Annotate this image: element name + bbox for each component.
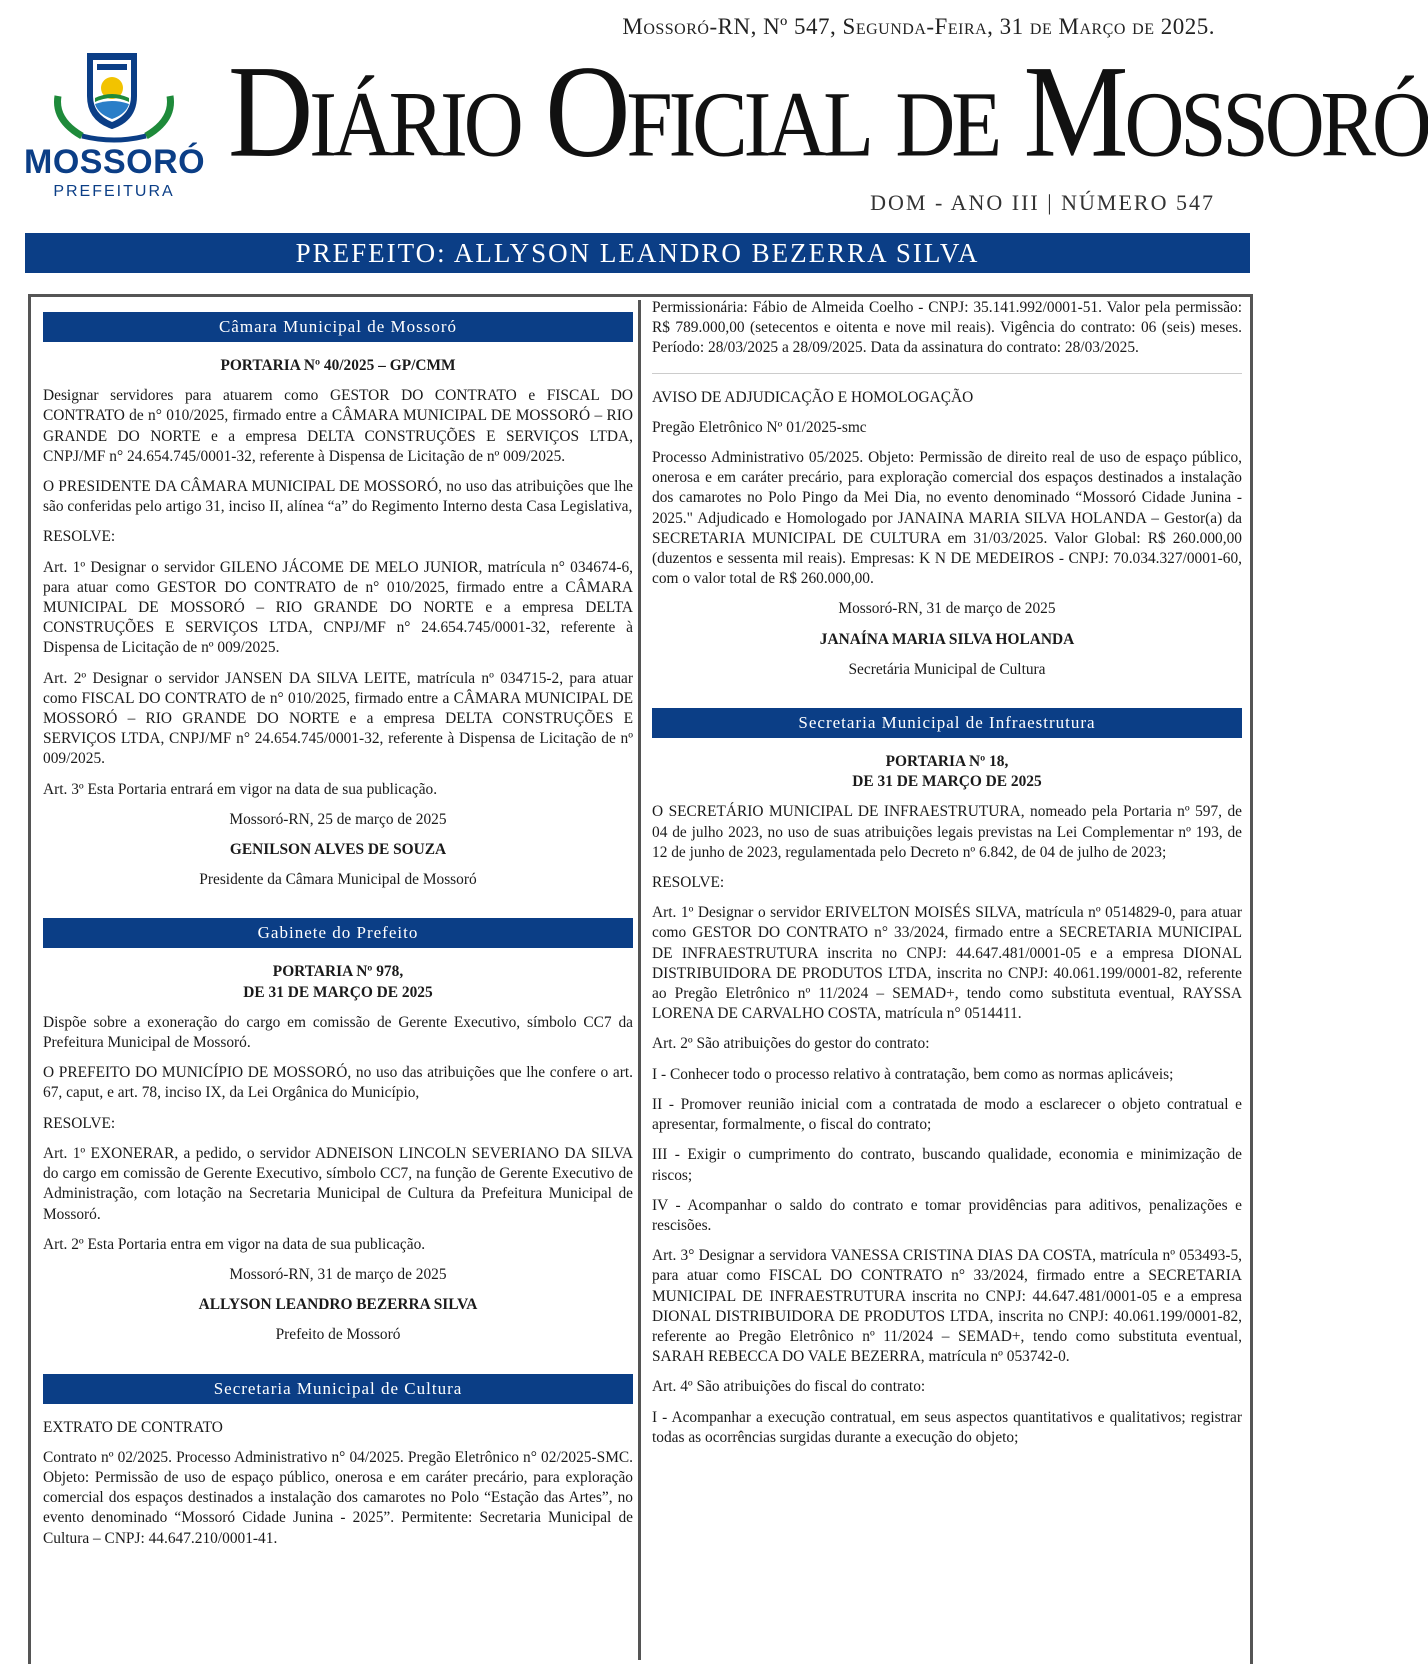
edition-line: DOM - ANO III | NÚMERO 547	[870, 190, 1215, 215]
mayor-banner: PREFEITO: ALLYSON LEANDRO BEZERRA SILVA	[25, 233, 1250, 273]
paragraph: O SECRETÁRIO MUNICIPAL DE INFRAESTRUTURA, nomeado pela Portaria nº 597, de 04 de julho 2023, no uso de suas atribuições legais previstas na Lei Complementar nº 193, de 12 de junho de 2023, regulamentada pelo Decreto nº 6.842, de 04 de julho de 2023;	[652, 803, 1242, 861]
signer-name: GENILSON ALVES DE SOUZA	[229, 841, 447, 859]
signer-name: JANAÍNA MARIA SILVA HOLANDA	[819, 630, 1075, 648]
resolve-label: RESOLVE:	[652, 874, 725, 892]
signer-role: Secretária Municipal de Cultura	[848, 660, 1046, 678]
article: Art. 1º EXONERAR, a pedido, o servidor ADNEISON LINCOLN SEVERIANO DA SILVA do cargo em comissão de Gerente Executivo, símbolo CC7, na função de Gerente Executivo de Administração, com lotação na Secretaria Municipal de Cultura da Prefeitura Municipal de Mossoró.	[43, 1144, 633, 1223]
left-column	[43, 312, 633, 1559]
portaria-title: PORTARIA Nº 978,	[272, 963, 404, 981]
article: Art. 3º Esta Portaria entrará em vigor na data de sua publicação.	[43, 780, 438, 798]
paragraph: O PRESIDENTE DA CÂMARA MUNICIPAL DE MOSSORÓ, no uso das atribuições que lhe são conferidas pelo artigo 31, inciso II, alínea “a” do Regimento Interno desta Casa Legislativa,	[43, 478, 633, 516]
list-item: IV - Acompanhar o saldo do contrato e tomar providências para aditivos, penalizações e rescisões.	[652, 1196, 1242, 1234]
dateline: Mossoró-RN, Nº 547, Segunda-Feira, 31 de Março de 2025.	[622, 14, 1215, 39]
list-item: III - Exigir o cumprimento do contrato, buscando qualidade, economia e minimização de riscos;	[652, 1146, 1242, 1184]
list-item: II - Promover reunião inicial com a contratada de modo a esclarecer o objeto contratual e apresentar, formalmente, o fiscal do contrato;	[652, 1095, 1242, 1134]
aviso-label: AVISO DE ADJUDICAÇÃO E HOMOLOGAÇÃO	[652, 388, 974, 406]
divider	[652, 373, 1242, 374]
place-date: Mossoró-RN, 31 de março de 2025	[229, 1265, 447, 1283]
prefeitura-logo	[24, 45, 204, 205]
article: Art. 4º São atribuições do fiscal do contrato:	[652, 1378, 926, 1396]
place-date: Mossoró-RN, 25 de março de 2025	[229, 810, 447, 828]
article: Art. 3° Designar a servidora VANESSA CRISTINA DIAS DA COSTA, matrícula nº 053493-5, para atuar como FISCAL DO CONTRATO n° 33/2024, firmado entre a SECRETARIA MUNICIPAL DE INFRAESTRUTURA inscrita no CNPJ: 44.647.481/0001-05 e a empresa DIONAL DISTRIBUIDORA DE PRODUTOS LTDA, inscrita no CNPJ: 40.061.199/0001-82, referente ao Pregão Eletrônico nº 11/2024 – SEMAD+, tendo como substituta eventual, SARAH REBECCA DO VALE BEZERRA, matrícula nº 053742-0.	[652, 1247, 1242, 1366]
portaria-date: DE 31 DE MARÇO DE 2025	[852, 773, 1042, 791]
portaria-title: PORTARIA Nº 18,	[885, 753, 1009, 771]
article: Art. 2º Designar o servidor JANSEN DA SILVA LEITE, matrícula nº 034715-2, para atuar como FISCAL DO CONTRATO de n° 010/2025, firmado entre a CÂMARA MUNICIPAL DE MOSSORÓ – RIO GRANDE DO NORTE e a empresa DELTA CONSTRUÇÕES E SERVIÇOS LTDA, CNPJ/MF n° 24.654.745/0001-32, referente à Dispensa de Licitação de nº 009/2025.	[43, 669, 633, 768]
section-header-gabinete: Gabinete do Prefeito	[43, 918, 633, 948]
article: Art. 1º Designar o servidor GILENO JÁCOME DE MELO JUNIOR, matrícula n° 034674-6, para atuar como GESTOR DO CONTRATO de n° 010/2025, firmado entre a CÂMARA MUNICIPAL DE MOSSORÓ – RIO GRANDE DO NORTE e a empresa DELTA CONSTRUÇÕES E SERVIÇOS LTDA, CNPJ/MF n° 24.654.745/0001-32, referente à Dispensa de Licitação de nº 009/2025.	[43, 558, 633, 657]
paragraph: Dispõe sobre a exoneração do cargo em comissão de Gerente Executivo, símbolo CC7 da Prefeitura Municipal de Mossoró.	[43, 1013, 633, 1052]
logo-subtitle: PREFEITURA	[53, 183, 175, 200]
paragraph: Designar servidores para atuarem como GESTOR DO CONTRATO e FISCAL DO CONTRATO de n° 010/2025, firmado entre a CÂMARA MUNICIPAL DE MOSSORÓ – RIO GRANDE DO NORTE e a empresa DELTA CONSTRUÇÕES E SERVIÇOS LTDA, CNPJ/MF n° 24.654.745/0001-32, referente à Dispensa de Licitação de nº 009/2025.	[43, 387, 633, 465]
resolve-label: RESOLVE:	[43, 528, 116, 546]
extrato-label: EXTRATO DE CONTRATO	[43, 1418, 223, 1436]
logo-name: MOSSORÓ	[24, 143, 206, 181]
list-item: I - Acompanhar a execução contratual, em seus aspectos quantitativos e qualitativos; registrar todas as ocorrências surgidas durante a execução do objeto;	[652, 1408, 1242, 1446]
pregao-label: Pregão Eletrônico Nº 01/2025-smc	[652, 418, 867, 436]
article: Art. 2º Esta Portaria entra em vigor na data de sua publicação.	[43, 1235, 426, 1253]
column-divider	[638, 300, 641, 1660]
article: Art. 1º Designar o servidor ERIVELTON MOISÉS SILVA, matrícula nº 0514829-0, para atuar como GESTOR DO CONTRATO n° 33/2024, firmado entre a SECRETARIA MUNICIPAL DE INFRAESTRUTURA inscrita no CNPJ: 44.647.481/0001-05 e a empresa DIONAL DISTRIBUIDORA DE PRODUTOS LTDA, inscrita no CNPJ: 40.061.199/0001-82, referente ao Pregão Eletrônico nº 11/2024 – SEMAD+, tendo como substituta eventual, RAYSSA LORENA DE CARVALHO COSTA, matrícula n° 0514411.	[652, 904, 1242, 1023]
list-item: I - Conhecer todo o processo relativo à contratação, bem como as normas aplicáveis;	[652, 1065, 1174, 1083]
portaria-date: DE 31 DE MARÇO DE 2025	[243, 983, 433, 1001]
masthead-title: Diário Oficial de Mossoró	[228, 38, 1428, 185]
paragraph: Permissionária: Fábio de Almeida Coelho - CNPJ: 35.141.992/0001-51. Valor pela permissão: R$ 789.000,00 (setecentos e oitenta e nove mil reais). Vigência do contrato: 06 (seis) meses. Período: 28/03/2025 a 28/09/2025. Data da assinatura do contrato: 28/03/2025.	[652, 299, 1242, 357]
signer-role: Prefeito de Mossoró	[275, 1326, 401, 1344]
resolve-label: RESOLVE:	[43, 1114, 116, 1132]
signer-name: ALLYSON LEANDRO BEZERRA SILVA	[198, 1296, 478, 1314]
paragraph: O PREFEITO DO MUNICÍPIO DE MOSSORÓ, no uso das atribuições que lhe confere o art. 67, caput, e art. 78, inciso IX, da Lei Orgânica do Município,	[43, 1064, 633, 1102]
paragraph: Processo Administrativo 05/2025. Objeto: Permissão de direito real de uso de espaço público, onerosa e em caráter precário, para exploração comercial dos espaços destinados a instalação dos camarotes no Polo Pingo da Mei Dia, no evento denominado “Mossoró Cidade Junina - 2025." Adjudicado e Homologado por JANAINA MARIA SILVA HOLANDA – Gestor(a) da SECRETARIA MUNICIPAL DE CULTURA em 31/03/2025. Valor Global: R$ 260.000,00 (duzentos e sessenta mil reais). Empresas: K N DE MEDEIROS - CNPJ: 70.034.327/0001-60, com o valor total de R$ 260.000,00.	[652, 449, 1242, 588]
section-header-camara: Câmara Municipal de Mossoró	[43, 312, 633, 342]
section-header-cultura: Secretaria Municipal de Cultura	[43, 1374, 633, 1404]
signer-role: Presidente da Câmara Municipal de Mossoró	[199, 871, 477, 889]
laurel-icon	[52, 90, 176, 140]
article: Art. 2º São atribuições do gestor do contrato:	[652, 1035, 930, 1053]
place-date: Mossoró-RN, 31 de março de 2025	[838, 600, 1056, 618]
portaria-title: PORTARIA Nº 40/2025 – GP/CMM	[220, 357, 456, 374]
right-column	[652, 299, 1242, 1458]
paragraph: Contrato nº 02/2025. Processo Administrativo n° 04/2025. Pregão Eletrônico n° 02/2025-SMC. Objeto: Permissão de uso de espaço público, onerosa e em caráter precário, para exploração comercial dos espaços destinados a instalação dos camarotes no Polo “Estação das Artes”, no evento denominado “Mossoró Cidade Junina - 2025”. Permitente: Secretaria Municipal de Cultura – CNPJ: 44.647.210/0001-41.	[43, 1448, 633, 1547]
section-header-infraestrutura: Secretaria Municipal de Infraestrutura	[652, 708, 1242, 738]
